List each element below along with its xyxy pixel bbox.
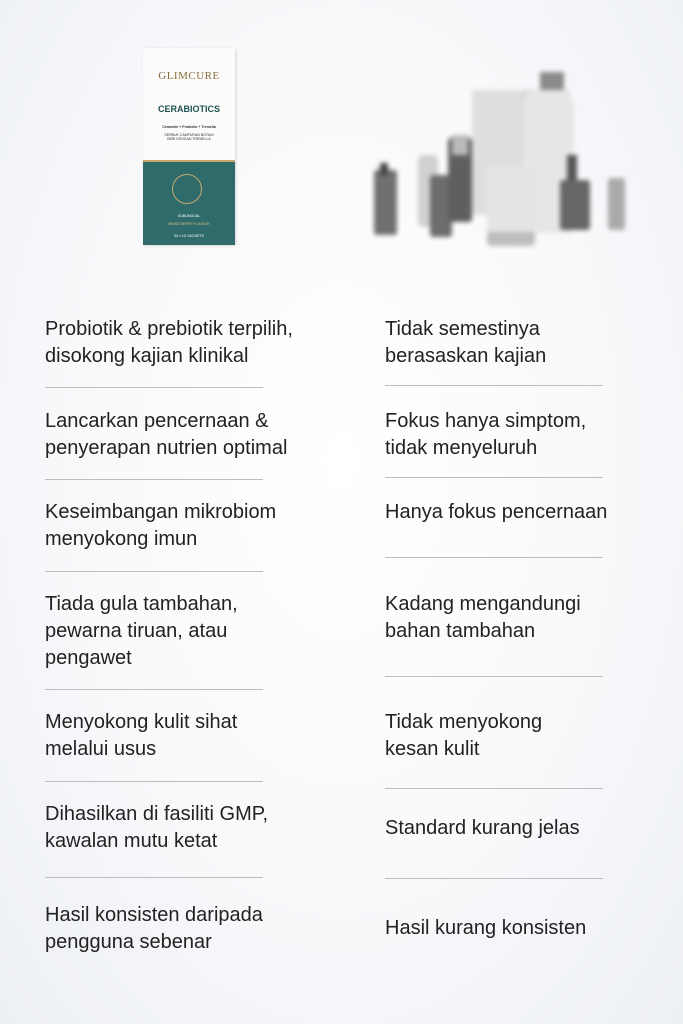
product-type: SUBLINGUAL xyxy=(177,214,201,218)
left-divider xyxy=(45,479,263,480)
right-item-6: Standard kurang jelas xyxy=(385,817,580,839)
left-divider xyxy=(45,387,263,388)
product-description: SERBUK CAMPURAN BOTANI BERI DENGAN TREMELLA xyxy=(164,133,214,141)
right-divider xyxy=(385,676,603,677)
right-item-7: Hasil kurang konsisten xyxy=(385,917,587,939)
left-item-5: Menyokong kulit sihat melalui usus xyxy=(45,711,238,760)
left-item-7: Hasil konsisten daripada pengguna sebenar xyxy=(45,904,263,953)
product-flavour: MIXED BERRY FLAVOUR xyxy=(168,222,210,226)
clinically-approved-seal-icon xyxy=(172,174,202,204)
right-divider xyxy=(385,557,603,558)
right-item-1: Tidak semestinya berasaskan kajian xyxy=(385,318,547,367)
product-name: CERABIOTICS xyxy=(157,104,220,114)
product-pack: 30 x 1G SACHETS xyxy=(174,234,204,238)
left-item-3: Keseimbangan mikrobiom menyokong imun xyxy=(45,501,277,550)
product-box-teal-band xyxy=(143,160,235,245)
right-divider xyxy=(385,788,603,789)
left-item-2: Lancarkan pencernaan & penyerapan nutrien optimal xyxy=(45,410,288,459)
left-divider xyxy=(45,571,263,572)
generic-products-image xyxy=(360,60,640,250)
right-divider xyxy=(385,878,603,879)
right-item-2: Fokus hanya simptom, tidak menyeluruh xyxy=(385,410,587,459)
left-divider xyxy=(45,689,263,690)
left-item-4: Tiada gula tambahan, pewarna tiruan, atau pengawet xyxy=(45,593,238,669)
right-item-5: Tidak menyokong kesan kulit xyxy=(385,711,543,760)
left-divider xyxy=(45,781,263,782)
left-divider xyxy=(45,877,263,878)
right-item-3: Hanya fokus pencernaan xyxy=(385,501,608,523)
left-item-6: Dihasilkan di fasiliti GMP, kawalan mutu ketat xyxy=(45,803,269,852)
right-item-4: Kadang mengandungi bahan tambahan xyxy=(385,593,581,642)
right-divider xyxy=(385,477,603,478)
product-brand: GLIMCURE xyxy=(158,70,220,82)
right-divider xyxy=(385,385,603,386)
product-box-image xyxy=(143,48,235,245)
left-item-1: Probiotik & prebiotik terpilih, disokong kajian klinikal xyxy=(45,318,293,367)
product-ingredients: Ceramide + Probiotic + Tremella xyxy=(162,125,216,129)
